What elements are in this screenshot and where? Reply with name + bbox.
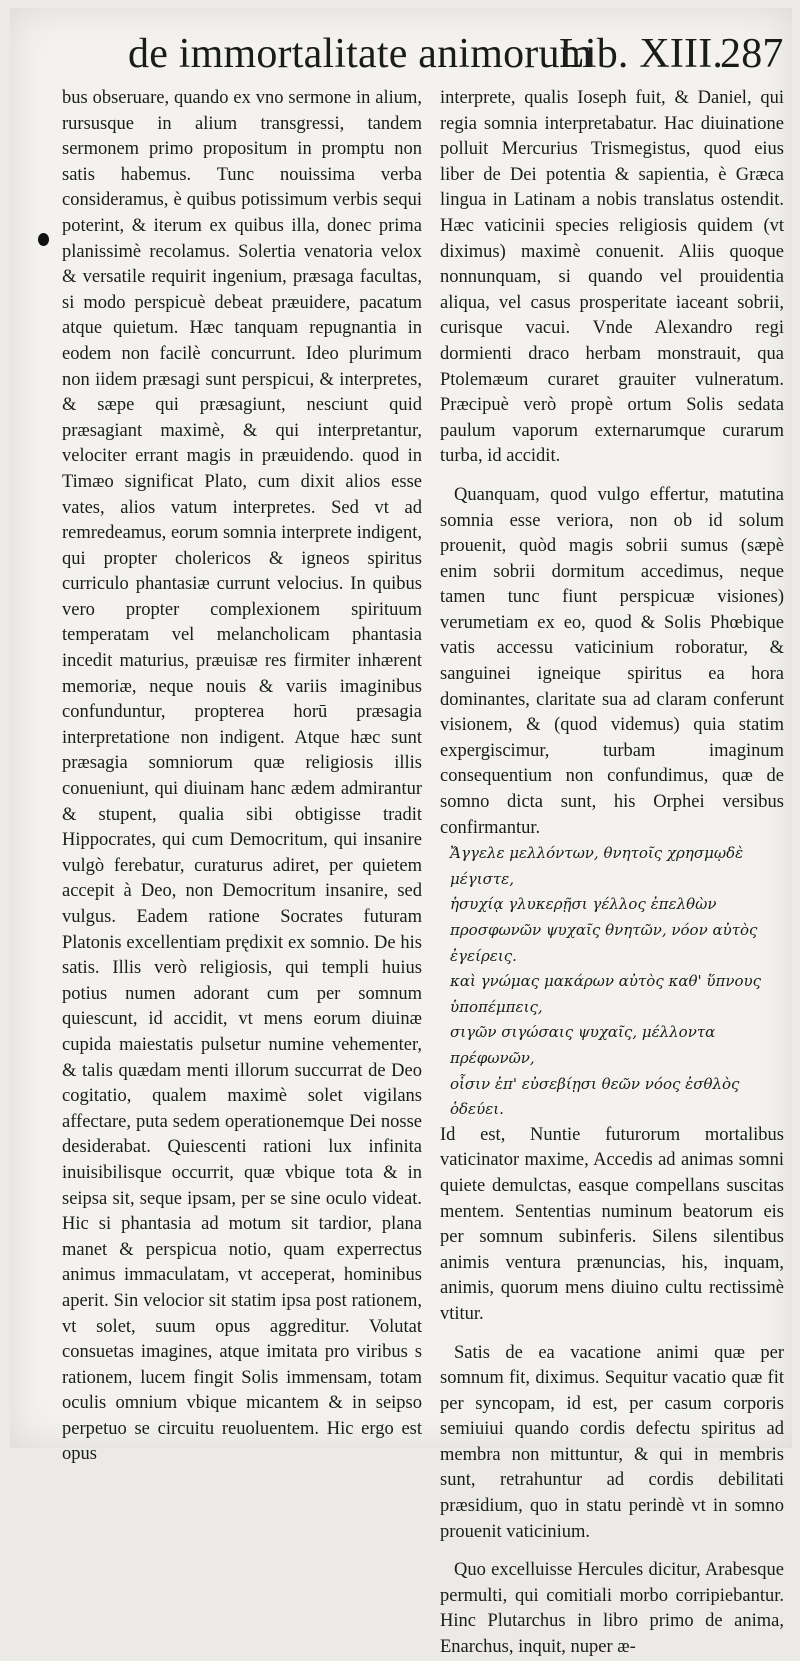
paragraph: interprete, qualis Ioseph fuit, & Daniel, qui regia somnia interpretabatur. Hac diuinatione polluit Mercurius Trismegistus, quod eius liber de Dei potentia & sapientia, è Græca lingua in Latinam a nobis translatus ostendit. Hæc vaticinii species religiosis quidem (vt diximus) maximè conuenit. Aliis quoque nonnunquam, si quando vel prouidentia aliqua, vel casus prosperitate iaceant sobrii, curisque vacui. Vnde Alexandro regi dormienti draco herbam monstrauit, qua Ptolemæum curaret grauiter vulneratum. Præcipuè verò propè ortum Solis sedata paulum vaporum externarumque curarum turba, id accidit. [440, 88, 784, 467]
greek-line: ἡσυχίᾳ γλυκερῇσι γέλλος ἐπελθὼν [450, 895, 717, 914]
paragraph: bus obseruare, quando ex vno sermone in alium, rursusque in alium transgressi, tandem sermonem primo propositum in promptu non satis habemus. Tunc nouissima verba consideramus, è quibus potissimum verbis sequi poterint, & iterum ex quibus illa, donec prima planissimè recolamus. Solertia venatoria velox & versatile requirit ingenium, præsaga facultas, si modo perspicuè debeat præuidere, pacatum atque quietum. Hæc tanquam repugnantia in eodem non facilè concurrunt. Ideo plurimum non iidem præsagi sunt perspicui, & interpretes, & sæpe qui præsagiunt, nesciunt quid præsagiant maximè, & qui interpretantur, velociter errant magis in præuidendo. quod in Timæo significat Plato, cum dixit alios esse vates, alios vatum interpretes. Sed vt ad remredeamus, eorum somnia interprete indigent, qui propter cholericos & igneos spiritus curriculo phantasiæ currunt velocius. In quibus vero propter complexionem spirituum temperatam vel melancholicam phantasia incedit maturius, præuisæ res firmiter inhærent memoriæ, neque nouis & variis imaginibus confunduntur, propterea horū præsagia interpretatione non indigent. Atque hæc sunt præsagia somniorum quæ religiosis illis conueniunt, qui diuinam hanc ædem admirantur & stupent, qualia sibi obtigisse tradit Hippocrates, qui cum Democritum, qui insanire vulgò ferebatur, curaturus adiret, per quietem accepit à Deo, non Democritum insanire, sed vulgus. Eadem ratione Socrates futuram Platonis excellentiam prędixit ex somnio. De his satis. Illis verò religiosis, qui templi huius potius numen adorant cum per somnum quiescunt, id accidit, vt mens eorum diuinæ cupida maiestatis pulsetur numine vehementer, & talis quædam menti illorum succurrat de Deo cogitatio, qualem maximè solet vigilans affectare, puta sedem operationemque Dei nosse desiderabat. Quiescenti rationi lux infinita inuisibilisque occurrit, quæ vbique tota & in seipsa sit, seque ipsam, per se sine oculo videat. Hic si phantasia ad motum sit tardior, plana manet & perspicua notio, quam experrectus animus immaculatam, vt acceperat, hominibus aperit. Sin velocior sit statim ipsa post rationem, vt solet, suum opus aggreditur. Volutat consuetas imagines, atque imitata pro viribus s rationem, lucem fingit Solis immensam, totam oculis omnium vbique micantem & in seipso perpetuo se circuitu reuoluentem. Hic ergo est opus [62, 88, 422, 1465]
running-header [128, 26, 784, 82]
greek-line: καὶ γνώμας μακάρων αὐτὸς καθ' ὕπνους ὑποπέμπεις, [450, 972, 762, 1016]
ink-blot [38, 233, 49, 246]
paragraph: Quanquam, quod vulgo effertur, matutina somnia esse veriora, non ob id solum prouenit, quòd magis sobrii sumus (sæpè enim sobrii dormitum accedimus, neque tamen tunc fiunt perspicuæ visiones) verumetiam ex eo, quod & Solis Phœbique vatis accessu vaticinium roboratur, & sanguinei igneique spiritus ea hora dominantes, claritate sua ad claram conferunt visionem, & (quod videmus) quia statim expergiscimur, turbam imaginum consequentium non confundimus, quæ de somno dicta sunt, his Orphei versibus confirmantur. [440, 484, 784, 838]
running-title: de immortalitate animorum [128, 31, 593, 77]
greek-verse [440, 841, 784, 1123]
left-column [62, 86, 422, 1468]
greek-line: προσφωνῶν ψυχαῖς θνητῶν, νόον αὐτὸς ἐγείρεις. [450, 921, 758, 965]
greek-line: Ἄγγελε μελλόντων, θνητοῖς χρησμῳδὲ μέγιστε, [450, 844, 744, 888]
paragraph: Id est, Nuntie futurorum mortalibus vaticinator maxime, Accedis ad animas somni quiete demulctas, easque compellans suscitas mentem. Sententias numinum beatorum eis per somnum subinferis. Silens silentibus animis ventura prænuncias, his, inquam, animis, quorum mens diuino cultu rectissimè vtitur. [440, 1124, 784, 1324]
book-number: Lib. XIII. [559, 31, 724, 77]
paragraph: Satis de ea vacatione animi quæ per somnum fit, diximus. Sequitur vacatio quæ fit per syncopam, id est, per casum corporis semiuiui quando cordis defectu spiritus ad membra non mittuntur, & qui in membris sunt, retrahuntur ad cordis debilitati præsidium, quo in statu perindè vt in somno prouenit vaticinium. [440, 1342, 784, 1542]
greek-line: οἷσιν ἐπ' εὐσεβίῃσι θεῶν νόος ἐσθλὸς ὁδεύει. [450, 1074, 740, 1119]
greek-line: σιγῶν σιγώσαις ψυχαῖς, μέλλοντα πρέφωνῶν, [450, 1023, 716, 1067]
book-page [10, 8, 792, 1658]
paragraph: Quo excelluisse Hercules dicitur, Arabesque permulti, qui comitiali morbo corripiebantur. Hinc Plutarchus in libro primo de anima, Enarchus, inquit, nuper æ- [440, 1560, 784, 1658]
right-column [440, 86, 784, 1661]
page-number: 287 [720, 31, 784, 77]
